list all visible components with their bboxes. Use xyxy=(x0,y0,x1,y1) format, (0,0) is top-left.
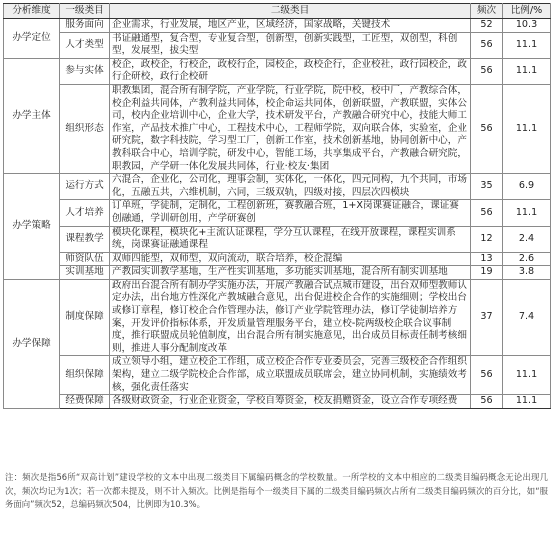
dimension-cell: 办学主体 xyxy=(4,58,60,173)
table-footnote: 注：频次是指56所“双高计划”建设学校的文本中出现二级类目下属编码概念的学校数量。一所学校的文本中相应的二级类目编码概念无论出现几次，频次均记为1次；若一次都未提及，则不计入频次。比例是指每个一级类目下属的二级类目编码频次占所有二级类目编码频次的百分比，如“服务面向”频次52，总编码频次504，比例即为10.3%。 xyxy=(5,472,548,510)
table-row xyxy=(4,32,551,58)
secondary-category-cell: 成立领导小组，建立校企工作组，成立校企合作专业委员会，完善三级校企合作组织架构，建立二级学院校企合作部，成立联盟成员联席会，建立协同机制，实施绩效考核，强化责任落实 xyxy=(110,356,471,395)
table-row xyxy=(4,174,551,200)
primary-category-cell: 实训基地 xyxy=(60,266,110,280)
primary-category-cell: 组织保障 xyxy=(60,356,110,395)
secondary-category-cell: 政府出台混合所有制办学实施办法，开展产教融合试点城市建设，出台双师型教师认定办法，出台地方性深化产教城融合意见，出台促进校企合作的实施细则；学校出台或修订章程，修订校企合作管理办法，修订产业学院管理办法，修订学徒制培养方案，开发评价指标体系，开发质量管理服务平台，建立校-院两级校企联合议事制度，推行联盟成员轮值制度，出台混合所有制实施意见，出台成员目标责任制考核细则，推进人事分配制度改革 xyxy=(110,279,471,356)
ratio-cell: 2.6 xyxy=(503,252,551,266)
ratio-cell: 11.1 xyxy=(503,200,551,226)
ratio-cell: 6.9 xyxy=(503,174,551,200)
frequency-cell: 19 xyxy=(471,266,503,280)
secondary-category-cell: 双师四能型，双师型，双向流动，联合培养，校企混编 xyxy=(110,252,471,266)
table-row xyxy=(4,252,551,266)
ratio-cell: 3.8 xyxy=(503,266,551,280)
ratio-cell: 11.1 xyxy=(503,32,551,58)
secondary-category-cell: 六混合，企业化，公司化，理事会制，实体化，一体化，四元同构，九个共同，市场化，五融五共，六维机制，六同，三级双轨，四级对接，四层次四模块 xyxy=(110,174,471,200)
frequency-cell: 56 xyxy=(471,356,503,395)
primary-category-cell: 课程教学 xyxy=(60,226,110,252)
header-secondary-category: 二级类目 xyxy=(110,4,471,19)
header-dimension: 分析维度 xyxy=(4,4,60,19)
ratio-cell: 2.4 xyxy=(503,226,551,252)
dimension-cell: 办学策略 xyxy=(4,174,60,280)
primary-category-cell: 组织形态 xyxy=(60,84,110,173)
primary-category-cell: 参与实体 xyxy=(60,58,110,84)
ratio-cell: 11.1 xyxy=(503,84,551,173)
header-ratio: 比例/% xyxy=(503,4,551,19)
secondary-category-cell: 校企，政校企，行校企，政校行企，园校企，政校企行，企业校社，政行园校企，政行企研校，政行企校研 xyxy=(110,58,471,84)
frequency-cell: 52 xyxy=(471,19,503,33)
primary-category-cell: 经费保障 xyxy=(60,395,110,409)
secondary-category-cell: 职教集团，混合所有制学院，产业学院，行业学院，院中校，校中厂，产教综合体，校企利益共同体，产教利益共同体，校企命运共同体，创新联盟，产教联盟，实体公司，校内企业培训中心，企业大学，技术研发平台，产教融合研究中心，技能大师工作室，产品技术推广中心，工程技术中心，工程师学院，双向联合体，实验室，企业研究院，数字科技院，学习型工厂，创新工作室，技术创新基地，协同创新中心，产教科联合中心，培训学院，研发中心，智能工场，共享集成平台，产教融合研究院，职教园，产学研一体化发展共同体，行业·校友·集团 xyxy=(110,84,471,173)
coding-results-table xyxy=(3,3,551,409)
header-frequency: 频次 xyxy=(471,4,503,19)
secondary-category-cell: 订单班，学徒制，定制化，工程创新班，赛教融合班，1+X岗课赛证融合，课证赛创融通，学训研创用，产学研赛创 xyxy=(110,200,471,226)
table-row xyxy=(4,84,551,173)
table-row xyxy=(4,395,551,409)
secondary-category-cell: 企业需求，行业发展，地区产业，区域经济，国家战略，关键技术 xyxy=(110,19,471,33)
table-row xyxy=(4,356,551,395)
primary-category-cell: 制度保障 xyxy=(60,279,110,356)
table-row xyxy=(4,19,551,33)
ratio-cell: 11.1 xyxy=(503,356,551,395)
primary-category-cell: 师资队伍 xyxy=(60,252,110,266)
frequency-cell: 56 xyxy=(471,32,503,58)
frequency-cell: 56 xyxy=(471,200,503,226)
header-primary-category: 一级类目 xyxy=(60,4,110,19)
secondary-category-cell: 各级财政资金，行业企业资金，学校自筹资金，校友捐赠资金，设立合作专项经费 xyxy=(110,395,471,409)
primary-category-cell: 人才类型 xyxy=(60,32,110,58)
dimension-cell: 办学定位 xyxy=(4,19,60,59)
frequency-cell: 12 xyxy=(471,226,503,252)
table-row xyxy=(4,226,551,252)
frequency-cell: 56 xyxy=(471,395,503,409)
frequency-cell: 13 xyxy=(471,252,503,266)
frequency-cell: 56 xyxy=(471,58,503,84)
primary-category-cell: 人才培养 xyxy=(60,200,110,226)
ratio-cell: 7.4 xyxy=(503,279,551,356)
ratio-cell: 11.1 xyxy=(503,58,551,84)
ratio-cell: 10.3 xyxy=(503,19,551,33)
table-row xyxy=(4,200,551,226)
primary-category-cell: 服务面向 xyxy=(60,19,110,33)
table-row xyxy=(4,266,551,280)
table-header-row xyxy=(4,4,551,19)
frequency-cell: 35 xyxy=(471,174,503,200)
dimension-cell: 办学保障 xyxy=(4,279,60,408)
secondary-category-cell: 书证融通型，复合型，专业复合型，创新型，创新实践型，工匠型，双创型，科创型，发展型，拔尖型 xyxy=(110,32,471,58)
ratio-cell: 11.1 xyxy=(503,395,551,409)
table-row xyxy=(4,58,551,84)
secondary-category-cell: 模块化课程，模块化+主流认证课程，学分互认课程，在线开放课程，课程实训系统，岗课赛证融通课程 xyxy=(110,226,471,252)
secondary-category-cell: 产教园实训教学基地，生产性实训基地，多功能实训基地，混合所有制实训基地 xyxy=(110,266,471,280)
table-row xyxy=(4,279,551,356)
frequency-cell: 37 xyxy=(471,279,503,356)
primary-category-cell: 运行方式 xyxy=(60,174,110,200)
frequency-cell: 56 xyxy=(471,84,503,173)
